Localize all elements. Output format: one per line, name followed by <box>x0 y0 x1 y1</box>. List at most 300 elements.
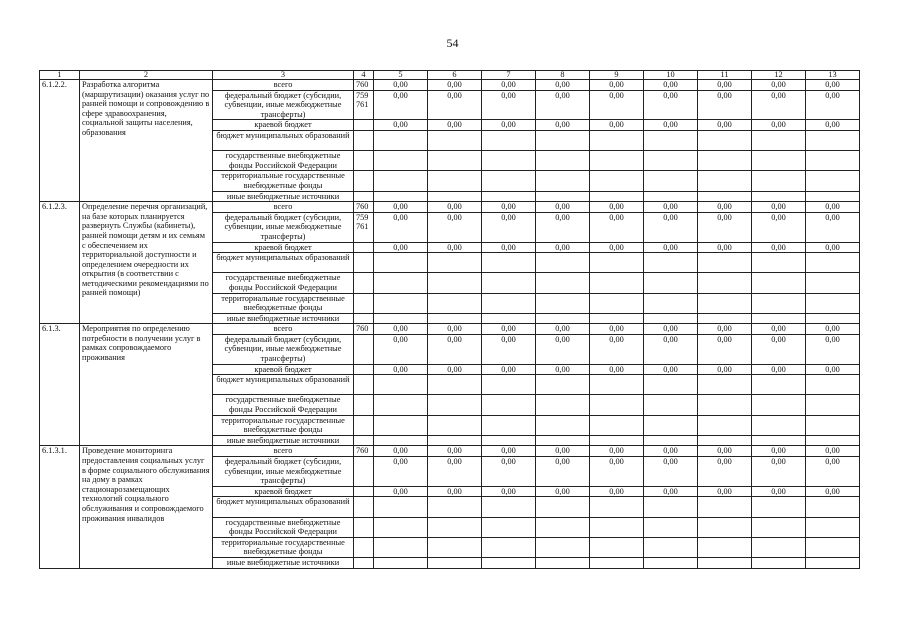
table-row <box>40 446 860 457</box>
value-cell: 0,00 <box>644 457 698 487</box>
column-header: 2 <box>80 71 213 80</box>
value-cell: 0,00 <box>644 202 698 213</box>
value-cell: 0,00 <box>428 446 482 457</box>
kbk-code <box>354 375 374 395</box>
value-cell: 0,00 <box>482 212 536 242</box>
funding-source: бюджет муниципальных образований <box>213 497 354 517</box>
row-code: 6.1.2.3. <box>40 202 80 324</box>
value-cell: 0,00 <box>590 446 644 457</box>
kbk-code <box>354 191 374 202</box>
value-cell <box>644 415 698 435</box>
value-cell: 0,00 <box>536 457 590 487</box>
value-cell <box>698 537 752 557</box>
value-cell: 0,00 <box>752 202 806 213</box>
value-cell <box>806 517 860 537</box>
value-cell: 0,00 <box>482 120 536 131</box>
value-cell: 0,00 <box>374 457 428 487</box>
value-cell: 0,00 <box>698 334 752 364</box>
funding-source: краевой бюджет <box>213 242 354 253</box>
value-cell: 0,00 <box>698 80 752 91</box>
value-cell: 0,00 <box>752 242 806 253</box>
value-cell <box>482 171 536 191</box>
value-cell <box>428 375 482 395</box>
value-cell <box>536 171 590 191</box>
kbk-code <box>354 517 374 537</box>
value-cell: 0,00 <box>428 242 482 253</box>
value-cell <box>752 151 806 171</box>
value-cell: 0,00 <box>536 486 590 497</box>
value-cell: 0,00 <box>536 212 590 242</box>
value-cell <box>536 191 590 202</box>
funding-source: всего <box>213 80 354 91</box>
value-cell <box>752 313 806 324</box>
kbk-code <box>354 151 374 171</box>
value-cell <box>428 395 482 415</box>
kbk-code <box>354 457 374 487</box>
value-cell: 0,00 <box>428 457 482 487</box>
value-cell <box>590 517 644 537</box>
value-cell <box>428 151 482 171</box>
value-cell <box>698 253 752 273</box>
value-cell: 0,00 <box>536 334 590 364</box>
value-cell <box>752 293 806 313</box>
value-cell <box>374 517 428 537</box>
value-cell <box>806 151 860 171</box>
value-cell: 0,00 <box>428 212 482 242</box>
kbk-code <box>354 364 374 375</box>
value-cell: 0,00 <box>752 120 806 131</box>
value-cell <box>482 517 536 537</box>
value-cell <box>590 191 644 202</box>
value-cell: 0,00 <box>536 120 590 131</box>
value-cell <box>644 171 698 191</box>
kbk-code <box>354 130 374 150</box>
value-cell <box>536 253 590 273</box>
value-cell: 0,00 <box>482 202 536 213</box>
value-cell <box>482 191 536 202</box>
value-cell <box>752 253 806 273</box>
value-cell: 0,00 <box>374 242 428 253</box>
value-cell: 0,00 <box>806 202 860 213</box>
column-header: 3 <box>213 71 354 80</box>
kbk-code <box>354 253 374 273</box>
value-cell <box>536 557 590 568</box>
row-title: Проведение мониторинга предоставления социальных услуг в форме социального обслуживания на дому в рамках стационарозамещающих технологий социального обслуживания и сопровождаемого проживания инвалидов <box>80 446 213 568</box>
value-cell: 0,00 <box>644 486 698 497</box>
funding-source: краевой бюджет <box>213 120 354 131</box>
value-cell <box>428 130 482 150</box>
value-cell: 0,00 <box>590 242 644 253</box>
value-cell <box>806 293 860 313</box>
funding-source: краевой бюджет <box>213 364 354 375</box>
value-cell <box>536 375 590 395</box>
value-cell: 0,00 <box>806 446 860 457</box>
value-cell <box>482 375 536 395</box>
value-cell: 0,00 <box>536 242 590 253</box>
value-cell <box>590 253 644 273</box>
value-cell <box>698 497 752 517</box>
table-row <box>40 324 860 335</box>
value-cell <box>590 171 644 191</box>
row-code: 6.1.3. <box>40 324 80 446</box>
value-cell <box>374 130 428 150</box>
value-cell: 0,00 <box>806 457 860 487</box>
value-cell <box>752 517 806 537</box>
value-cell: 0,00 <box>806 212 860 242</box>
funding-source: всего <box>213 324 354 335</box>
value-cell <box>536 537 590 557</box>
value-cell <box>590 415 644 435</box>
value-cell: 0,00 <box>536 364 590 375</box>
value-cell: 0,00 <box>374 90 428 120</box>
value-cell <box>644 395 698 415</box>
value-cell <box>590 130 644 150</box>
funding-source: федеральный бюджет (субсидии, субвенции, иные межбюджетные трансферты) <box>213 90 354 120</box>
value-cell <box>698 557 752 568</box>
value-cell: 0,00 <box>698 486 752 497</box>
value-cell <box>374 557 428 568</box>
value-cell <box>590 273 644 293</box>
value-cell <box>806 253 860 273</box>
funding-source: иные внебюджетные источники <box>213 313 354 324</box>
value-cell <box>806 557 860 568</box>
kbk-code <box>354 415 374 435</box>
value-cell: 0,00 <box>644 212 698 242</box>
value-cell <box>590 435 644 446</box>
value-cell <box>644 130 698 150</box>
value-cell: 0,00 <box>806 486 860 497</box>
value-cell <box>428 537 482 557</box>
value-cell <box>536 517 590 537</box>
row-code: 6.1.3.1. <box>40 446 80 568</box>
value-cell <box>806 395 860 415</box>
value-cell: 0,00 <box>374 212 428 242</box>
kbk-code <box>354 313 374 324</box>
kbk-code <box>354 537 374 557</box>
value-cell: 0,00 <box>590 334 644 364</box>
kbk-code: 759 761 <box>354 90 374 120</box>
value-cell: 0,00 <box>536 202 590 213</box>
value-cell <box>536 415 590 435</box>
kbk-code <box>354 293 374 313</box>
value-cell <box>644 375 698 395</box>
value-cell <box>428 171 482 191</box>
value-cell: 0,00 <box>374 446 428 457</box>
value-cell: 0,00 <box>482 364 536 375</box>
value-cell <box>482 273 536 293</box>
value-cell: 0,00 <box>590 364 644 375</box>
value-cell <box>482 253 536 273</box>
value-cell: 0,00 <box>374 364 428 375</box>
funding-source: всего <box>213 446 354 457</box>
value-cell: 0,00 <box>536 324 590 335</box>
row-code: 6.1.2.2. <box>40 80 80 202</box>
value-cell <box>374 537 428 557</box>
value-cell <box>536 395 590 415</box>
value-cell: 0,00 <box>752 457 806 487</box>
value-cell: 0,00 <box>752 324 806 335</box>
value-cell <box>698 375 752 395</box>
value-cell <box>752 557 806 568</box>
value-cell <box>536 130 590 150</box>
column-header: 12 <box>752 71 806 80</box>
value-cell <box>482 497 536 517</box>
value-cell <box>590 537 644 557</box>
value-cell <box>698 191 752 202</box>
kbk-code <box>354 273 374 293</box>
value-cell: 0,00 <box>374 80 428 91</box>
funding-source: федеральный бюджет (субсидии, субвенции, иные межбюджетные трансферты) <box>213 334 354 364</box>
value-cell <box>428 517 482 537</box>
value-cell <box>644 557 698 568</box>
funding-source: государственные внебюджетные фонды Российской Федерации <box>213 517 354 537</box>
funding-source: государственные внебюджетные фонды Российской Федерации <box>213 151 354 171</box>
value-cell <box>428 191 482 202</box>
column-header: 6 <box>428 71 482 80</box>
value-cell <box>752 171 806 191</box>
value-cell <box>644 191 698 202</box>
funding-source: краевой бюджет <box>213 486 354 497</box>
kbk-code <box>354 486 374 497</box>
column-header: 5 <box>374 71 428 80</box>
value-cell: 0,00 <box>644 80 698 91</box>
value-cell <box>698 293 752 313</box>
value-cell <box>644 313 698 324</box>
column-header: 9 <box>590 71 644 80</box>
value-cell <box>806 435 860 446</box>
value-cell <box>536 293 590 313</box>
value-cell <box>752 191 806 202</box>
funding-source: территориальные государственные внебюджетные фонды <box>213 537 354 557</box>
funding-source: территориальные государственные внебюджетные фонды <box>213 293 354 313</box>
value-cell: 0,00 <box>644 120 698 131</box>
column-header: 4 <box>354 71 374 80</box>
value-cell: 0,00 <box>752 486 806 497</box>
value-cell <box>374 375 428 395</box>
value-cell: 0,00 <box>806 334 860 364</box>
value-cell: 0,00 <box>590 486 644 497</box>
value-cell: 0,00 <box>374 486 428 497</box>
value-cell <box>374 171 428 191</box>
value-cell <box>644 517 698 537</box>
value-cell <box>482 435 536 446</box>
value-cell <box>428 273 482 293</box>
kbk-code <box>354 395 374 415</box>
funding-source: иные внебюджетные источники <box>213 191 354 202</box>
value-cell <box>482 313 536 324</box>
funding-source: территориальные государственные внебюджетные фонды <box>213 171 354 191</box>
value-cell: 0,00 <box>698 212 752 242</box>
kbk-code <box>354 334 374 364</box>
value-cell <box>428 313 482 324</box>
value-cell: 0,00 <box>698 446 752 457</box>
value-cell <box>482 293 536 313</box>
funding-source: государственные внебюджетные фонды Российской Федерации <box>213 395 354 415</box>
value-cell: 0,00 <box>698 324 752 335</box>
value-cell: 0,00 <box>590 212 644 242</box>
funding-source: территориальные государственные внебюджетные фонды <box>213 415 354 435</box>
value-cell: 0,00 <box>590 80 644 91</box>
value-cell <box>536 273 590 293</box>
table-row <box>40 202 860 213</box>
column-header: 10 <box>644 71 698 80</box>
funding-source: государственные внебюджетные фонды Российской Федерации <box>213 273 354 293</box>
value-cell: 0,00 <box>752 80 806 91</box>
budget-table <box>39 70 860 569</box>
value-cell <box>374 435 428 446</box>
value-cell: 0,00 <box>698 90 752 120</box>
value-cell <box>806 171 860 191</box>
value-cell: 0,00 <box>428 202 482 213</box>
funding-source: бюджет муниципальных образований <box>213 253 354 273</box>
value-cell <box>806 130 860 150</box>
value-cell <box>806 537 860 557</box>
value-cell: 0,00 <box>482 457 536 487</box>
value-cell <box>536 497 590 517</box>
value-cell: 0,00 <box>482 446 536 457</box>
value-cell: 0,00 <box>698 120 752 131</box>
value-cell: 0,00 <box>428 90 482 120</box>
value-cell <box>806 313 860 324</box>
value-cell <box>806 497 860 517</box>
value-cell <box>590 151 644 171</box>
value-cell <box>374 497 428 517</box>
value-cell: 0,00 <box>644 242 698 253</box>
value-cell <box>482 557 536 568</box>
funding-source: федеральный бюджет (субсидии, субвенции, иные межбюджетные трансферты) <box>213 212 354 242</box>
value-cell <box>590 497 644 517</box>
value-cell <box>698 435 752 446</box>
value-cell: 0,00 <box>536 446 590 457</box>
row-title: Мероприятия по определению потребности в получении услуг в рамках сопровождаемого проживания <box>80 324 213 446</box>
kbk-code: 760 <box>354 202 374 213</box>
value-cell <box>752 435 806 446</box>
value-cell: 0,00 <box>752 90 806 120</box>
column-header: 8 <box>536 71 590 80</box>
value-cell: 0,00 <box>806 324 860 335</box>
value-cell <box>428 497 482 517</box>
value-cell <box>590 375 644 395</box>
value-cell <box>806 191 860 202</box>
value-cell <box>698 415 752 435</box>
value-cell: 0,00 <box>428 334 482 364</box>
value-cell <box>482 130 536 150</box>
funding-source: иные внебюджетные источники <box>213 557 354 568</box>
value-cell <box>374 191 428 202</box>
value-cell <box>482 395 536 415</box>
value-cell: 0,00 <box>644 364 698 375</box>
value-cell: 0,00 <box>482 80 536 91</box>
value-cell <box>752 375 806 395</box>
value-cell <box>374 253 428 273</box>
kbk-code <box>354 435 374 446</box>
value-cell <box>806 273 860 293</box>
value-cell: 0,00 <box>698 364 752 375</box>
funding-source: иные внебюджетные источники <box>213 435 354 446</box>
value-cell: 0,00 <box>698 202 752 213</box>
value-cell <box>374 273 428 293</box>
column-header: 13 <box>806 71 860 80</box>
value-cell <box>428 293 482 313</box>
value-cell <box>374 415 428 435</box>
value-cell: 0,00 <box>428 120 482 131</box>
value-cell: 0,00 <box>590 90 644 120</box>
value-cell: 0,00 <box>590 120 644 131</box>
value-cell: 0,00 <box>752 334 806 364</box>
funding-source: федеральный бюджет (субсидии, субвенции, иные межбюджетные трансферты) <box>213 457 354 487</box>
kbk-code <box>354 242 374 253</box>
funding-source: бюджет муниципальных образований <box>213 130 354 150</box>
value-cell <box>698 151 752 171</box>
value-cell: 0,00 <box>644 446 698 457</box>
value-cell <box>644 435 698 446</box>
value-cell: 0,00 <box>644 90 698 120</box>
value-cell <box>644 151 698 171</box>
value-cell: 0,00 <box>590 202 644 213</box>
value-cell <box>752 273 806 293</box>
value-cell: 0,00 <box>374 120 428 131</box>
value-cell: 0,00 <box>428 486 482 497</box>
value-cell: 0,00 <box>752 364 806 375</box>
value-cell: 0,00 <box>806 120 860 131</box>
funding-source: бюджет муниципальных образований <box>213 375 354 395</box>
value-cell <box>482 151 536 171</box>
kbk-code: 760 <box>354 446 374 457</box>
value-cell <box>644 537 698 557</box>
value-cell <box>752 415 806 435</box>
value-cell: 0,00 <box>374 202 428 213</box>
value-cell: 0,00 <box>644 334 698 364</box>
kbk-code: 759 761 <box>354 212 374 242</box>
value-cell <box>590 395 644 415</box>
value-cell: 0,00 <box>644 324 698 335</box>
value-cell <box>428 253 482 273</box>
value-cell <box>536 313 590 324</box>
value-cell: 0,00 <box>536 90 590 120</box>
value-cell <box>374 293 428 313</box>
value-cell <box>428 435 482 446</box>
value-cell <box>752 395 806 415</box>
value-cell: 0,00 <box>482 90 536 120</box>
value-cell: 0,00 <box>428 80 482 91</box>
value-cell: 0,00 <box>806 80 860 91</box>
value-cell: 0,00 <box>428 364 482 375</box>
kbk-code <box>354 497 374 517</box>
kbk-code: 760 <box>354 324 374 335</box>
value-cell: 0,00 <box>590 324 644 335</box>
value-cell <box>806 375 860 395</box>
page-number: 54 <box>446 36 459 50</box>
kbk-code: 760 <box>354 80 374 91</box>
value-cell: 0,00 <box>752 212 806 242</box>
value-cell: 0,00 <box>698 242 752 253</box>
value-cell <box>590 313 644 324</box>
value-cell <box>644 253 698 273</box>
kbk-code <box>354 557 374 568</box>
value-cell: 0,00 <box>374 334 428 364</box>
value-cell <box>428 557 482 568</box>
value-cell <box>590 557 644 568</box>
row-title: Разработка алгоритма (маршрутизации) оказания услуг по ранней помощи и сопровождению в сфере здравоохранения, социальной защиты населения, образования <box>80 80 213 202</box>
value-cell: 0,00 <box>536 80 590 91</box>
value-cell <box>644 273 698 293</box>
value-cell <box>698 171 752 191</box>
value-cell <box>644 497 698 517</box>
value-cell <box>752 130 806 150</box>
value-cell <box>374 151 428 171</box>
value-cell: 0,00 <box>806 90 860 120</box>
value-cell <box>590 293 644 313</box>
